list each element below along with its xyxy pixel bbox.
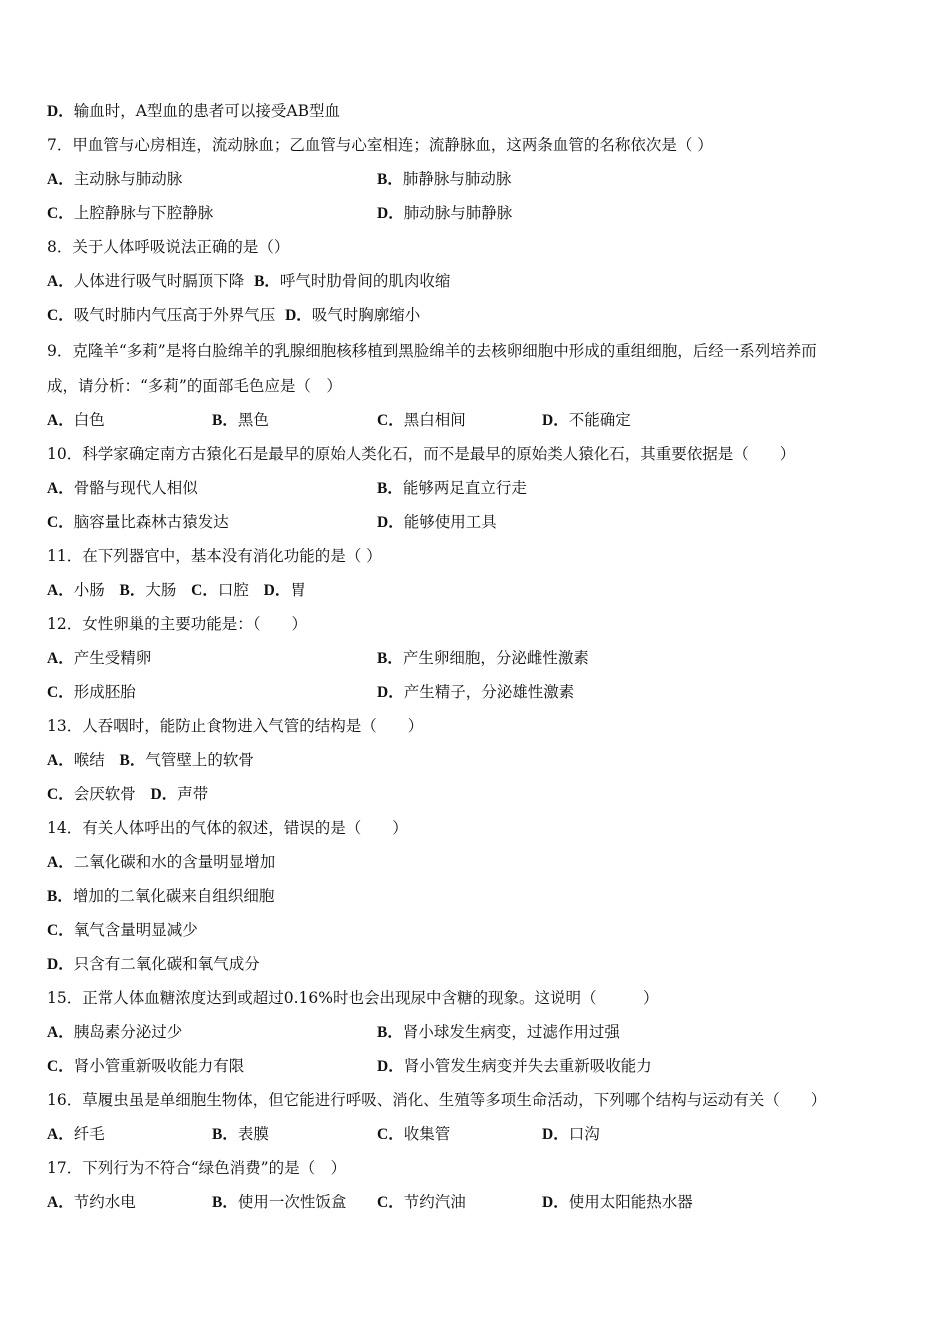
option-text: 主动脉与肺动脉	[73, 170, 183, 188]
q14-option-b	[47, 886, 274, 907]
question-9-stem: 9．克隆羊“多莉”是将白脸绵羊的乳腺细胞核移植到黑脸绵羊的去核卵细胞中形成的重组细胞，后经一系列培养而	[47, 342, 817, 360]
question-10-stem: 10．科学家确定南方古猿化石是最早的原始人类化石，而不是最早的原始类人猿化石，其重要依据是（ ）	[47, 445, 796, 463]
q14-option-a	[47, 852, 275, 873]
question-16-stem: 16．草履虫虽是单细胞生物体，但它能进行呼吸、消化、生殖等多项生命活动，下列哪个结构与运动有关（ ）	[47, 1091, 827, 1109]
option-text: 吸气时胸廓缩小	[311, 306, 421, 324]
option-text: 小肠	[73, 581, 105, 599]
option-label: B．	[377, 1024, 403, 1041]
option-text: 气管壁上的软骨	[145, 751, 254, 769]
option-text: 不能确定	[568, 411, 631, 429]
q12-option-b	[377, 648, 589, 669]
q12-option-d	[377, 682, 574, 703]
option-label: B．	[212, 412, 238, 429]
question-13-stem: 13．人吞咽时，能防止食物进入气管的结构是（ ）	[47, 717, 424, 735]
q7-option-a	[47, 169, 182, 190]
q15-option-a	[47, 1022, 182, 1043]
q14-option-d	[47, 954, 260, 975]
option-label: D．	[377, 514, 404, 531]
q17-option-a	[47, 1192, 136, 1213]
q7-option-b	[377, 169, 511, 190]
option-text: 肺静脉与肺动脉	[402, 170, 512, 188]
option-label: A．	[47, 1194, 74, 1211]
q7-option-c	[47, 203, 213, 224]
q16-option-c	[377, 1124, 450, 1145]
option-text: 能够两足直立行走	[402, 479, 527, 497]
q10-option-a	[47, 478, 198, 499]
option-text: 增加的二氧化碳来自组织细胞	[72, 887, 275, 905]
question-14-stem: 14．有关人体呼出的气体的叙述，错误的是（ ）	[47, 819, 408, 837]
option-label: D．	[542, 412, 569, 429]
q15-option-d	[377, 1056, 652, 1077]
option-label: B．	[119, 752, 146, 769]
option-text: 喉结	[73, 751, 105, 769]
question-8-stem: 8．关于人体呼吸说法正确的是（）	[47, 238, 290, 256]
option-label: A．	[47, 582, 74, 599]
q15-option-c	[47, 1056, 244, 1077]
option-label: A．	[47, 1126, 74, 1143]
option-text: 白色	[73, 411, 105, 429]
option-text: 产生精子，分泌雄性激素	[403, 683, 575, 701]
option-label: C．	[47, 307, 74, 324]
option-label: C．	[47, 1058, 74, 1075]
option-text: 肾小管发生病变并失去重新吸收能力	[403, 1057, 652, 1075]
option-text: 肾小管重新吸收能力有限	[73, 1057, 245, 1075]
q9-option-b	[212, 410, 269, 431]
q13-options-ab	[47, 750, 254, 771]
option-label: D．	[377, 684, 404, 701]
question-15-stem: 15．正常人体血糖浓度达到或超过0.16%时也会出现尿中含糖的现象。这说明（ ）	[47, 989, 659, 1007]
option-label: C．	[377, 1194, 404, 1211]
option-text: 二氧化碳和水的含量明显增加	[73, 853, 276, 871]
option-label: B．	[47, 888, 73, 905]
option-text: 纤毛	[73, 1125, 105, 1143]
option-label: B．	[212, 1194, 238, 1211]
q17-option-b	[212, 1192, 346, 1213]
option-label: C．	[47, 922, 74, 939]
q9-option-c	[377, 410, 466, 431]
option-text: 肾小球发生病变，过滤作用过强	[402, 1023, 620, 1041]
q17-option-c	[377, 1192, 466, 1213]
option-text: 胰岛素分泌过少	[73, 1023, 183, 1041]
option-label: D．	[542, 1126, 569, 1143]
option-text: 人体进行吸气时膈顶下降	[73, 272, 245, 290]
option-label: D．	[263, 582, 291, 599]
option-label: D．	[377, 205, 404, 222]
option-text: 黑白相间	[403, 411, 466, 429]
option-label: D．	[285, 307, 312, 324]
question-11-stem: 11．在下列器官中，基本没有消化功能的是（ ）	[47, 547, 382, 565]
option-text: 只含有二氧化碳和氧气成分	[73, 955, 260, 973]
q8-options-ab	[47, 271, 450, 292]
q12-option-c	[47, 682, 136, 703]
q8-options-cd	[47, 305, 420, 326]
option-text: 节约水电	[73, 1193, 136, 1211]
option-text: 口腔	[217, 581, 249, 599]
option-text: 会厌软骨	[73, 785, 136, 803]
option-text: 表膜	[237, 1125, 269, 1143]
q7-option-d	[377, 203, 512, 224]
option-text: 输血时，A型血的患者可以接受AB型血	[73, 102, 340, 120]
q10-option-c	[47, 512, 229, 533]
option-text: 黑色	[237, 411, 269, 429]
option-label: D．	[47, 103, 74, 120]
option-label: D．	[150, 786, 178, 803]
q9-option-a	[47, 410, 105, 431]
option-label: B．	[377, 480, 403, 497]
option-label: A．	[47, 412, 74, 429]
q16-option-d	[542, 1124, 600, 1145]
option-label: D．	[542, 1194, 569, 1211]
option-text: 上腔静脉与下腔静脉	[73, 204, 214, 222]
option-label: A．	[47, 273, 74, 290]
question-7-stem: 7．甲血管与心房相连，流动脉血；乙血管与心室相连；流静脉血，这两条血管的名称依次是（ ）	[47, 136, 713, 154]
option-label: A．	[47, 650, 74, 667]
option-text: 呼气时肋骨间的肌肉收缩	[279, 272, 451, 290]
question-9-stem-cont: 成，请分析：“多莉”的面部毛色应是（ ）	[47, 377, 342, 395]
question-12-stem: 12．女性卵巢的主要功能是：（ ）	[47, 615, 307, 633]
option-text: 节约汽油	[403, 1193, 466, 1211]
option-text: 产生卵细胞，分泌雌性激素	[402, 649, 589, 667]
option-label: D．	[47, 956, 74, 973]
option-text: 形成胚胎	[73, 683, 136, 701]
option-text: 口沟	[568, 1125, 600, 1143]
option-text: 肺动脉与肺静脉	[403, 204, 513, 222]
option-text: 脑容量比森林古猿发达	[73, 513, 229, 531]
option-text: 氧气含量明显减少	[73, 921, 198, 939]
q12-option-a	[47, 648, 151, 669]
option-text: 骨骼与现代人相似	[73, 479, 198, 497]
q9-option-d	[542, 410, 631, 431]
q11-options	[47, 580, 306, 601]
option-text: 使用太阳能热水器	[568, 1193, 693, 1211]
option-label: A．	[47, 752, 74, 769]
option-text: 胃	[290, 581, 306, 599]
option-label: C．	[377, 1126, 404, 1143]
option-label: C．	[191, 582, 218, 599]
option-label: B．	[377, 171, 403, 188]
option-label: A．	[47, 1024, 74, 1041]
option-text: 吸气时肺内气压高于外界气压	[73, 306, 276, 324]
option-label: A．	[47, 854, 74, 871]
option-label: C．	[47, 786, 74, 803]
option-label: C．	[47, 205, 74, 222]
q10-option-b	[377, 478, 527, 499]
option-text: 大肠	[145, 581, 177, 599]
option-label: A．	[47, 480, 74, 497]
option-label: B．	[377, 650, 403, 667]
option-label: C．	[47, 514, 74, 531]
option-text: 声带	[177, 785, 209, 803]
option-label: A．	[47, 171, 74, 188]
option-label: C．	[47, 684, 74, 701]
option-text: 使用一次性饭盒	[237, 1193, 347, 1211]
option-label: B．	[254, 273, 280, 290]
option-label: D．	[377, 1058, 404, 1075]
option-text: 产生受精卵	[73, 649, 152, 667]
q13-options-cd	[47, 784, 208, 805]
option-label: B．	[119, 582, 146, 599]
question-17-stem: 17．下列行为不符合“绿色消费”的是（ ）	[47, 1159, 347, 1177]
option-label: B．	[212, 1126, 238, 1143]
option-d-q6	[47, 101, 340, 122]
q15-option-b	[377, 1022, 620, 1043]
option-text: 收集管	[403, 1125, 451, 1143]
q14-option-c	[47, 920, 198, 941]
q10-option-d	[377, 512, 497, 533]
option-label: C．	[377, 412, 404, 429]
q16-option-a	[47, 1124, 105, 1145]
q17-option-d	[542, 1192, 693, 1213]
q16-option-b	[212, 1124, 269, 1145]
option-text: 能够使用工具	[403, 513, 497, 531]
